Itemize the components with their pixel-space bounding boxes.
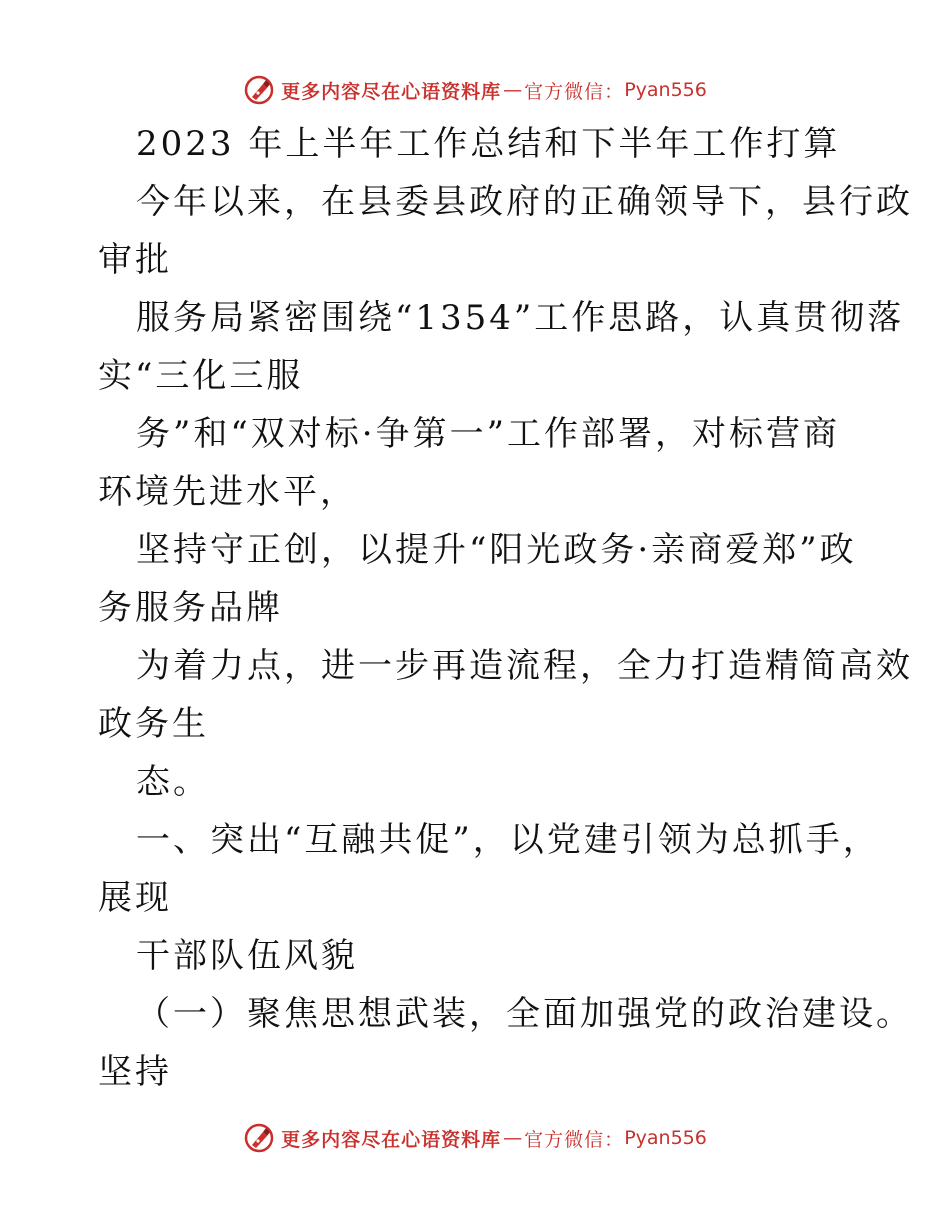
document-line: 服务局紧密围绕“1354”工作思路，认真贯彻落	[136, 298, 905, 338]
document-line: 坚持	[98, 1052, 172, 1092]
document-line: 审批	[98, 240, 172, 280]
document-line: 一、突出“互融共促”，以党建引领为总抓手，	[136, 820, 880, 860]
banner-contact-handle: Pyan556	[624, 79, 707, 101]
document-line: 干部队伍风貌	[136, 936, 358, 976]
banner-contact-label: 官方微信：	[524, 1128, 625, 1151]
banner-dash: —	[503, 79, 523, 101]
document-line: 环境先进水平，	[98, 472, 357, 512]
header-watermark-banner	[0, 70, 950, 110]
document-line: （一）聚焦思想武装，全面加强党的政治建设。	[136, 994, 913, 1034]
document-line: 政务生	[98, 704, 209, 744]
document-line: 务”和“双对标·争第一”工作部署，对标营商	[136, 414, 840, 454]
pen-nib-logo-icon	[243, 1122, 275, 1154]
banner-dash: —	[503, 1127, 523, 1149]
document-line: 态。	[136, 762, 210, 802]
document-line: 为着力点，进一步再造流程，全力打造精简高效	[136, 646, 913, 686]
banner-contact-handle: Pyan556	[624, 1127, 707, 1149]
document-line: 今年以来，在县委县政府的正确领导下，县行政	[136, 182, 913, 222]
document-line: 2023 年上半年工作总结和下半年工作打算	[136, 124, 841, 164]
banner-brand-text: 更多内容尽在心语资料库	[281, 80, 502, 103]
banner-brand-text: 更多内容尽在心语资料库	[281, 1128, 502, 1151]
document-body	[98, 115, 913, 1101]
document-line: 实“三化三服	[98, 356, 304, 396]
banner-contact-label: 官方微信：	[524, 80, 625, 103]
footer-watermark-banner	[0, 1118, 950, 1158]
document-line: 展现	[98, 878, 172, 918]
pen-nib-logo-icon	[243, 74, 275, 106]
document-line: 务服务品牌	[98, 588, 283, 628]
document-line: 坚持守正创，以提升“阳光政务·亲商爱郑”政	[136, 530, 857, 570]
